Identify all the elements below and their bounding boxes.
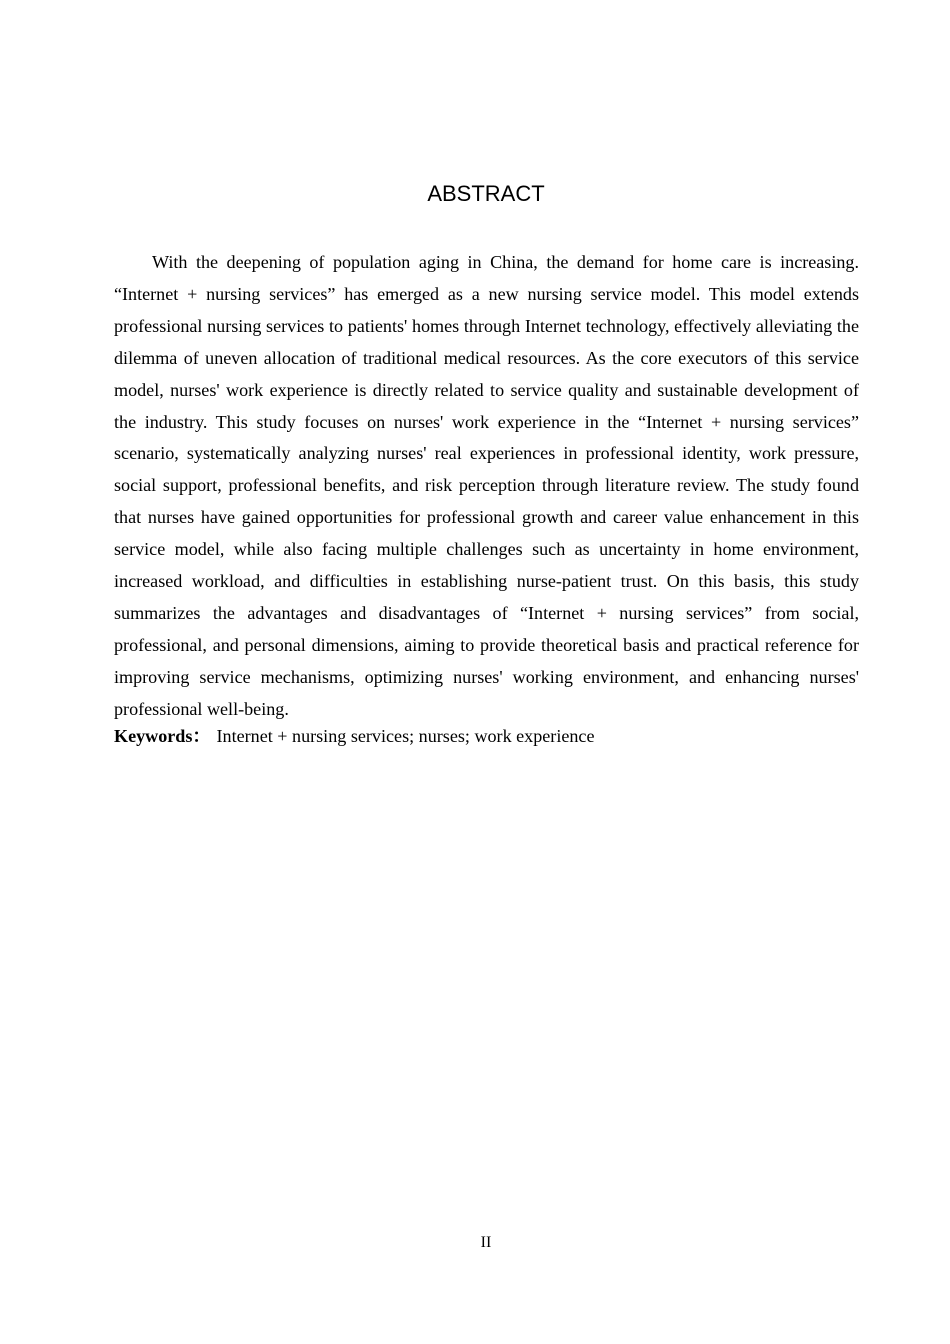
abstract-body: With the deepening of population aging in China, the demand for home care is increasing. “Internet + nursing services” has emerged as a new nursing service model. This model extends professional nursing services to patients' homes through Internet technology, effectively alleviating the dilemma of uneven allocation of traditional medical resources. As the core executors of this service model, nurses' work experience is directly related to service quality and sustainable development of the industry. This study focuses on nurses' work experience in the “Internet + nursing services” scenario, systematically analyzing nurses' real experiences in professional identity, work pressure, social support, professional benefits, and risk perception through literature review. The study found that nurses have gained opportunities for professional growth and career value enhancement in this service model, while also facing multiple challenges such as uncertainty in home environment, increased workload, and difficulties in establishing nurse-patient trust. On this basis, this study summarizes the advantages and disadvantages of “Internet + nursing services” from social, professional, and personal dimensions, aiming to provide theoretical basis and practical reference for improving service mechanisms, optimizing nurses' working environment, and enhancing nurses' professional well-being.	[114, 252, 859, 719]
keywords-line	[114, 722, 859, 750]
keywords-label: Keywords	[114, 726, 193, 746]
keywords-text: Internet + nursing services; nurses; work experience	[216, 726, 595, 746]
abstract-title: ABSTRACT	[427, 181, 545, 206]
page-number: II	[480, 1234, 492, 1251]
keywords-separator: ：	[192, 726, 211, 746]
